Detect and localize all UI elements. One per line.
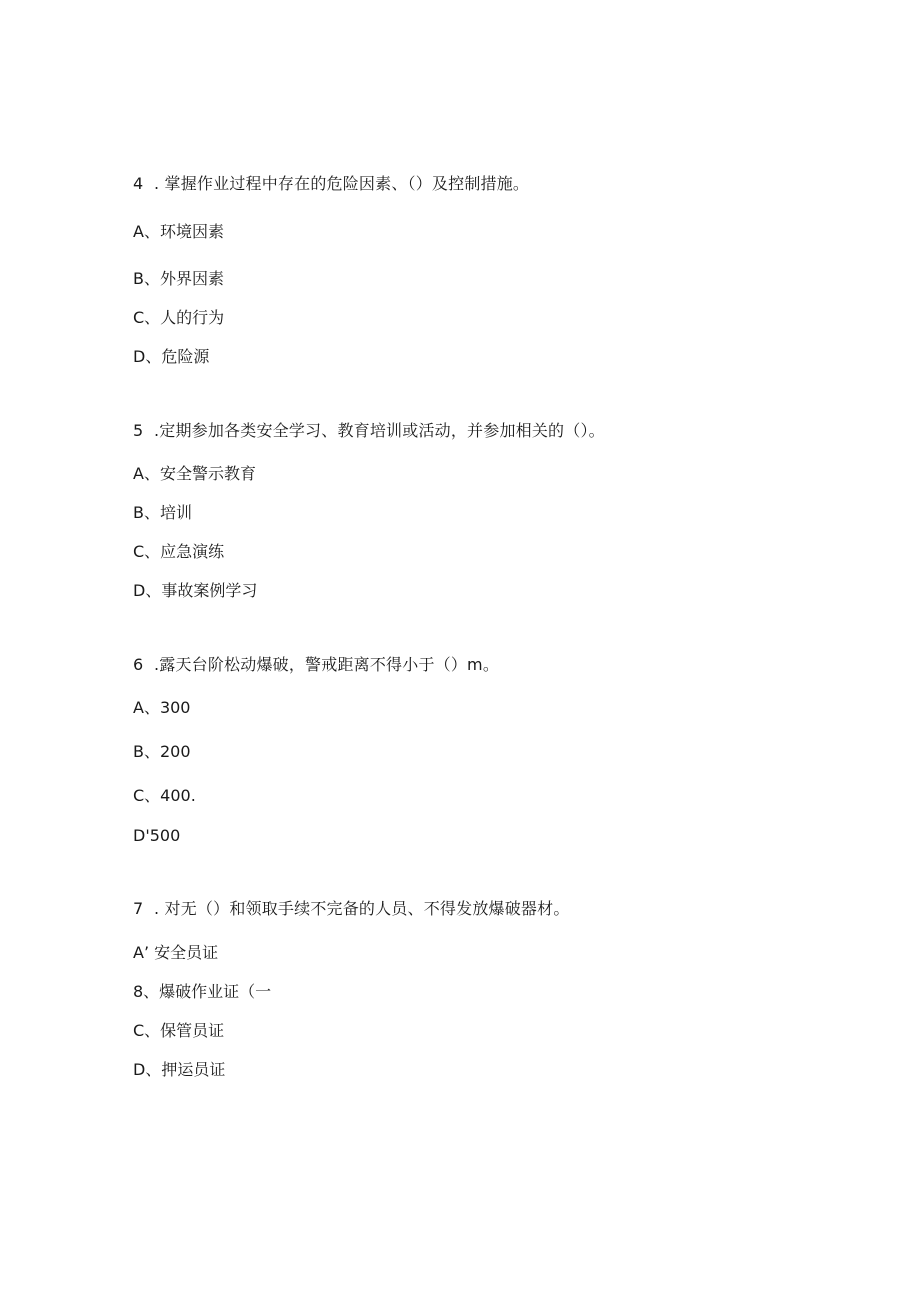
question-5-stem: 5 .定期参加各类安全学习、教育培训或活动，并参加相关的（）。 [133,421,605,440]
question-5-option-c: C、应急演练 [133,542,225,561]
question-5-option-a: A、安全警示教育 [133,464,256,483]
question-6-option-c: C、400. [133,786,196,805]
question-5-option-b: B、培训 [133,503,192,522]
question-6-option-d: D'500 [133,826,181,845]
question-6-option-b: B、200 [133,742,191,761]
question-4-option-c: C、人的行为 [133,308,225,327]
question-7-stem: 7 . 对无（）和领取手续不完备的人员、不得发放爆破器材。 [133,899,570,918]
question-4-stem: 4 . 掌握作业过程中存在的危险因素、（）及控制措施。 [133,174,530,193]
question-7-option-c: C、保管员证 [133,1021,225,1040]
question-6-stem: 6 .露天台阶松动爆破，警戒距离不得小于（）m。 [133,655,500,674]
question-4-option-a: A、环境因素 [133,222,224,241]
question-4-option-b: B、外界因素 [133,269,224,288]
question-7-option-b: 8、爆破作业证（一 [133,982,272,1001]
question-7-option-a: A’ 安全员证 [133,943,219,962]
question-5-option-d: D、事故案例学习 [133,581,258,600]
question-7-option-d: D、押运员证 [133,1060,226,1079]
question-6-option-a: A、300 [133,698,191,717]
question-4-option-d: D、危险源 [133,347,210,366]
